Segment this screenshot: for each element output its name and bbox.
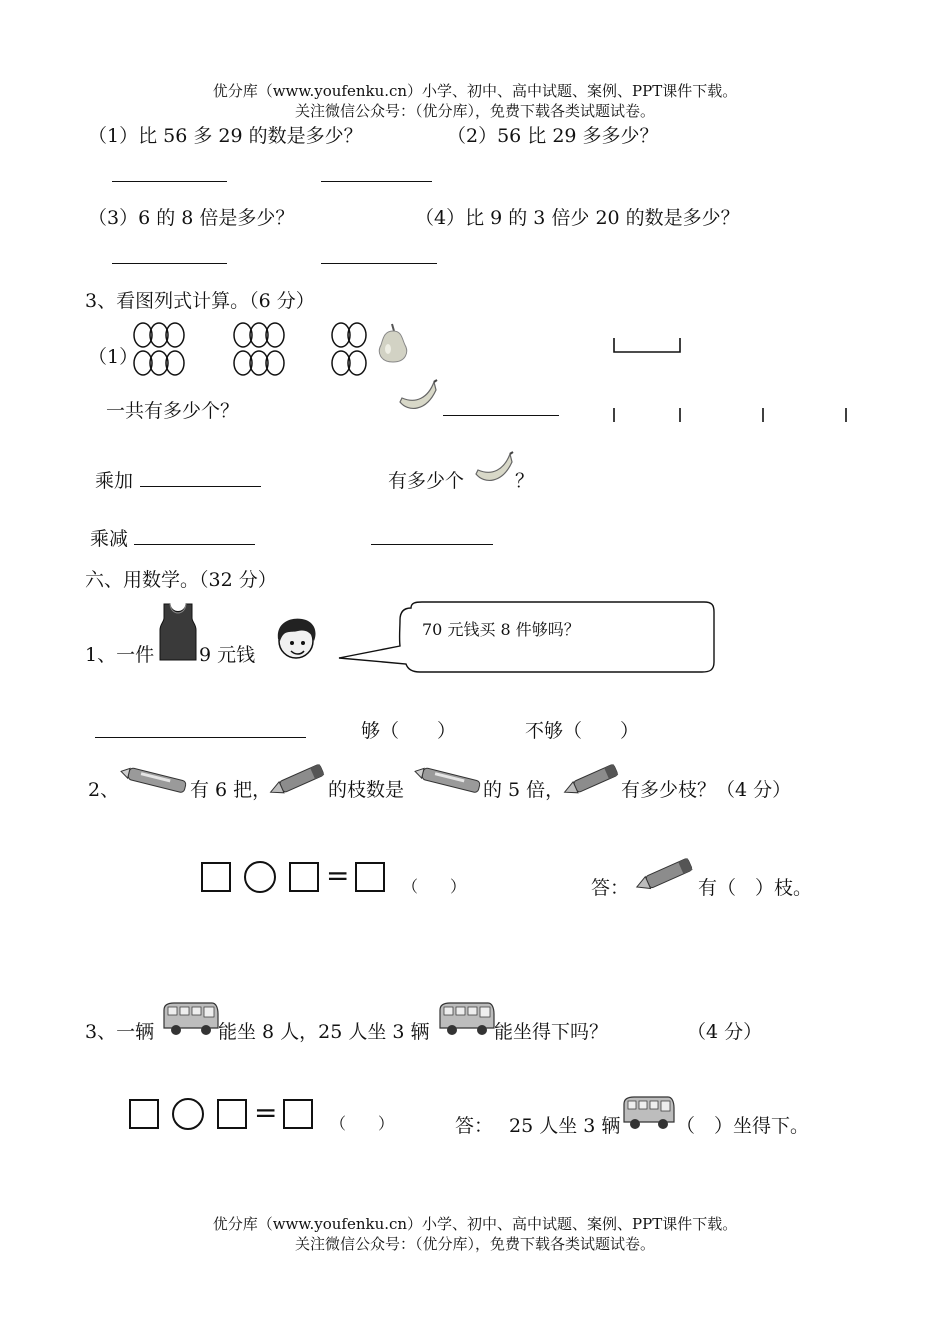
answer-line[interactable] [112,263,227,264]
p2-text-b: 有 6 把， [190,779,272,801]
operator-circle[interactable] [244,861,276,893]
q2-part-1: （1）比 56 多 29 的数是多少？ [88,125,363,147]
banana-icon [472,450,516,488]
answer-box[interactable] [201,862,231,892]
marker-pen-icon [560,764,624,796]
mul-sub-label: 乘减 [90,528,129,550]
q3-question: 一共有多少个？ [106,400,240,422]
answer-line[interactable] [371,544,493,545]
bus-icon [436,1000,496,1038]
p2-text-d: 的 5 倍， [483,779,565,801]
p3-score: （4 分） [687,1021,763,1043]
header-line-2: 关注微信公众号：（优分库），免费下载各类试题试卷。 [294,102,655,120]
p3-text-c: 能坐得下吗？ [494,1021,609,1043]
answer-line[interactable] [321,181,432,182]
unit-paren[interactable]: （ ） [402,877,467,896]
p1-text-a: 1、一件 [85,644,155,666]
vest-icon [158,602,198,662]
p3-answer-text-a: 25 人坐 3 辆 [509,1115,621,1137]
answer-box[interactable] [355,862,385,892]
marker-pen-icon [632,856,700,892]
oval-group-4 [330,320,370,378]
not-enough-option[interactable]: 不够（ ） [525,720,640,742]
answer-line[interactable] [321,263,437,264]
answer-box[interactable] [129,1099,159,1129]
oval-group-6 [232,320,288,378]
segment-diagram [608,334,853,426]
utility-knife-icon [414,764,486,796]
pear-icon [374,322,412,364]
q3-title: 3、看图列式计算。（6 分） [85,290,315,312]
p2-text-c: 的枝数是 [328,779,405,801]
answer-line[interactable] [443,415,559,416]
bubble-text: 70 元钱买 8 件够吗？ [422,620,580,639]
q2-part-2: （2）56 比 29 多多少？ [447,125,659,147]
answer-box[interactable] [283,1099,313,1129]
q2-part-4: （4）比 9 的 3 倍少 20 的数是多少？ [415,207,740,229]
p1-text-b: 9 元钱 [199,644,256,666]
utility-knife-icon [120,764,192,796]
footer-line-1: 优分库（www.youfenku.cn）小学、初中、高中试题、案例、PPT课件下载。 [212,1215,738,1233]
footer-line-2: 关注微信公众号：（优分库），免费下载各类试题试卷。 [294,1235,655,1253]
mul-add-label: 乘加 [95,470,134,492]
answer-box[interactable] [289,862,319,892]
banana-icon [396,378,440,416]
bus-icon [160,1000,220,1038]
answer-line[interactable] [134,544,255,545]
answer-line[interactable] [112,181,227,182]
header-line-1: 优分库（www.youfenku.cn）小学、初中、高中试题、案例、PPT课件下载。 [212,82,738,100]
p3-text-a: 3、一辆 [85,1021,155,1043]
answer-box[interactable] [217,1099,247,1129]
q2-part-3: （3）6 的 8 倍是多少？ [88,207,295,229]
marker-pen-icon [266,764,330,796]
bus-icon [620,1094,676,1132]
section-6-title: 六、用数学。（32 分） [85,569,277,591]
equals-sign: = [326,859,350,892]
oval-group-6 [132,320,188,378]
how-many-label: 有多少个 [388,470,465,492]
p2-answer-label: 答： [591,877,630,899]
enough-option[interactable]: 够（ ） [361,720,457,742]
question-mark: ？ [515,470,535,492]
operator-circle[interactable] [172,1098,204,1130]
p3-answer-label: 答： [455,1115,494,1137]
p2-text-e: 有多少枝？（4 分） [621,779,792,801]
p3-text-b: 能坐 8 人，25 人坐 3 辆 [218,1021,430,1043]
p2-answer-text: 有（ ）枝。 [698,877,813,899]
p3-answer-text-b: （ ）坐得下。 [676,1115,810,1137]
equals-sign: = [254,1096,278,1129]
answer-line[interactable] [140,486,261,487]
boy-icon [272,615,320,661]
q3-label-1: （1） [88,346,139,368]
p2-text-a: 2、 [88,779,120,801]
unit-paren[interactable]: （ ） [330,1114,395,1133]
answer-line[interactable] [95,737,306,738]
